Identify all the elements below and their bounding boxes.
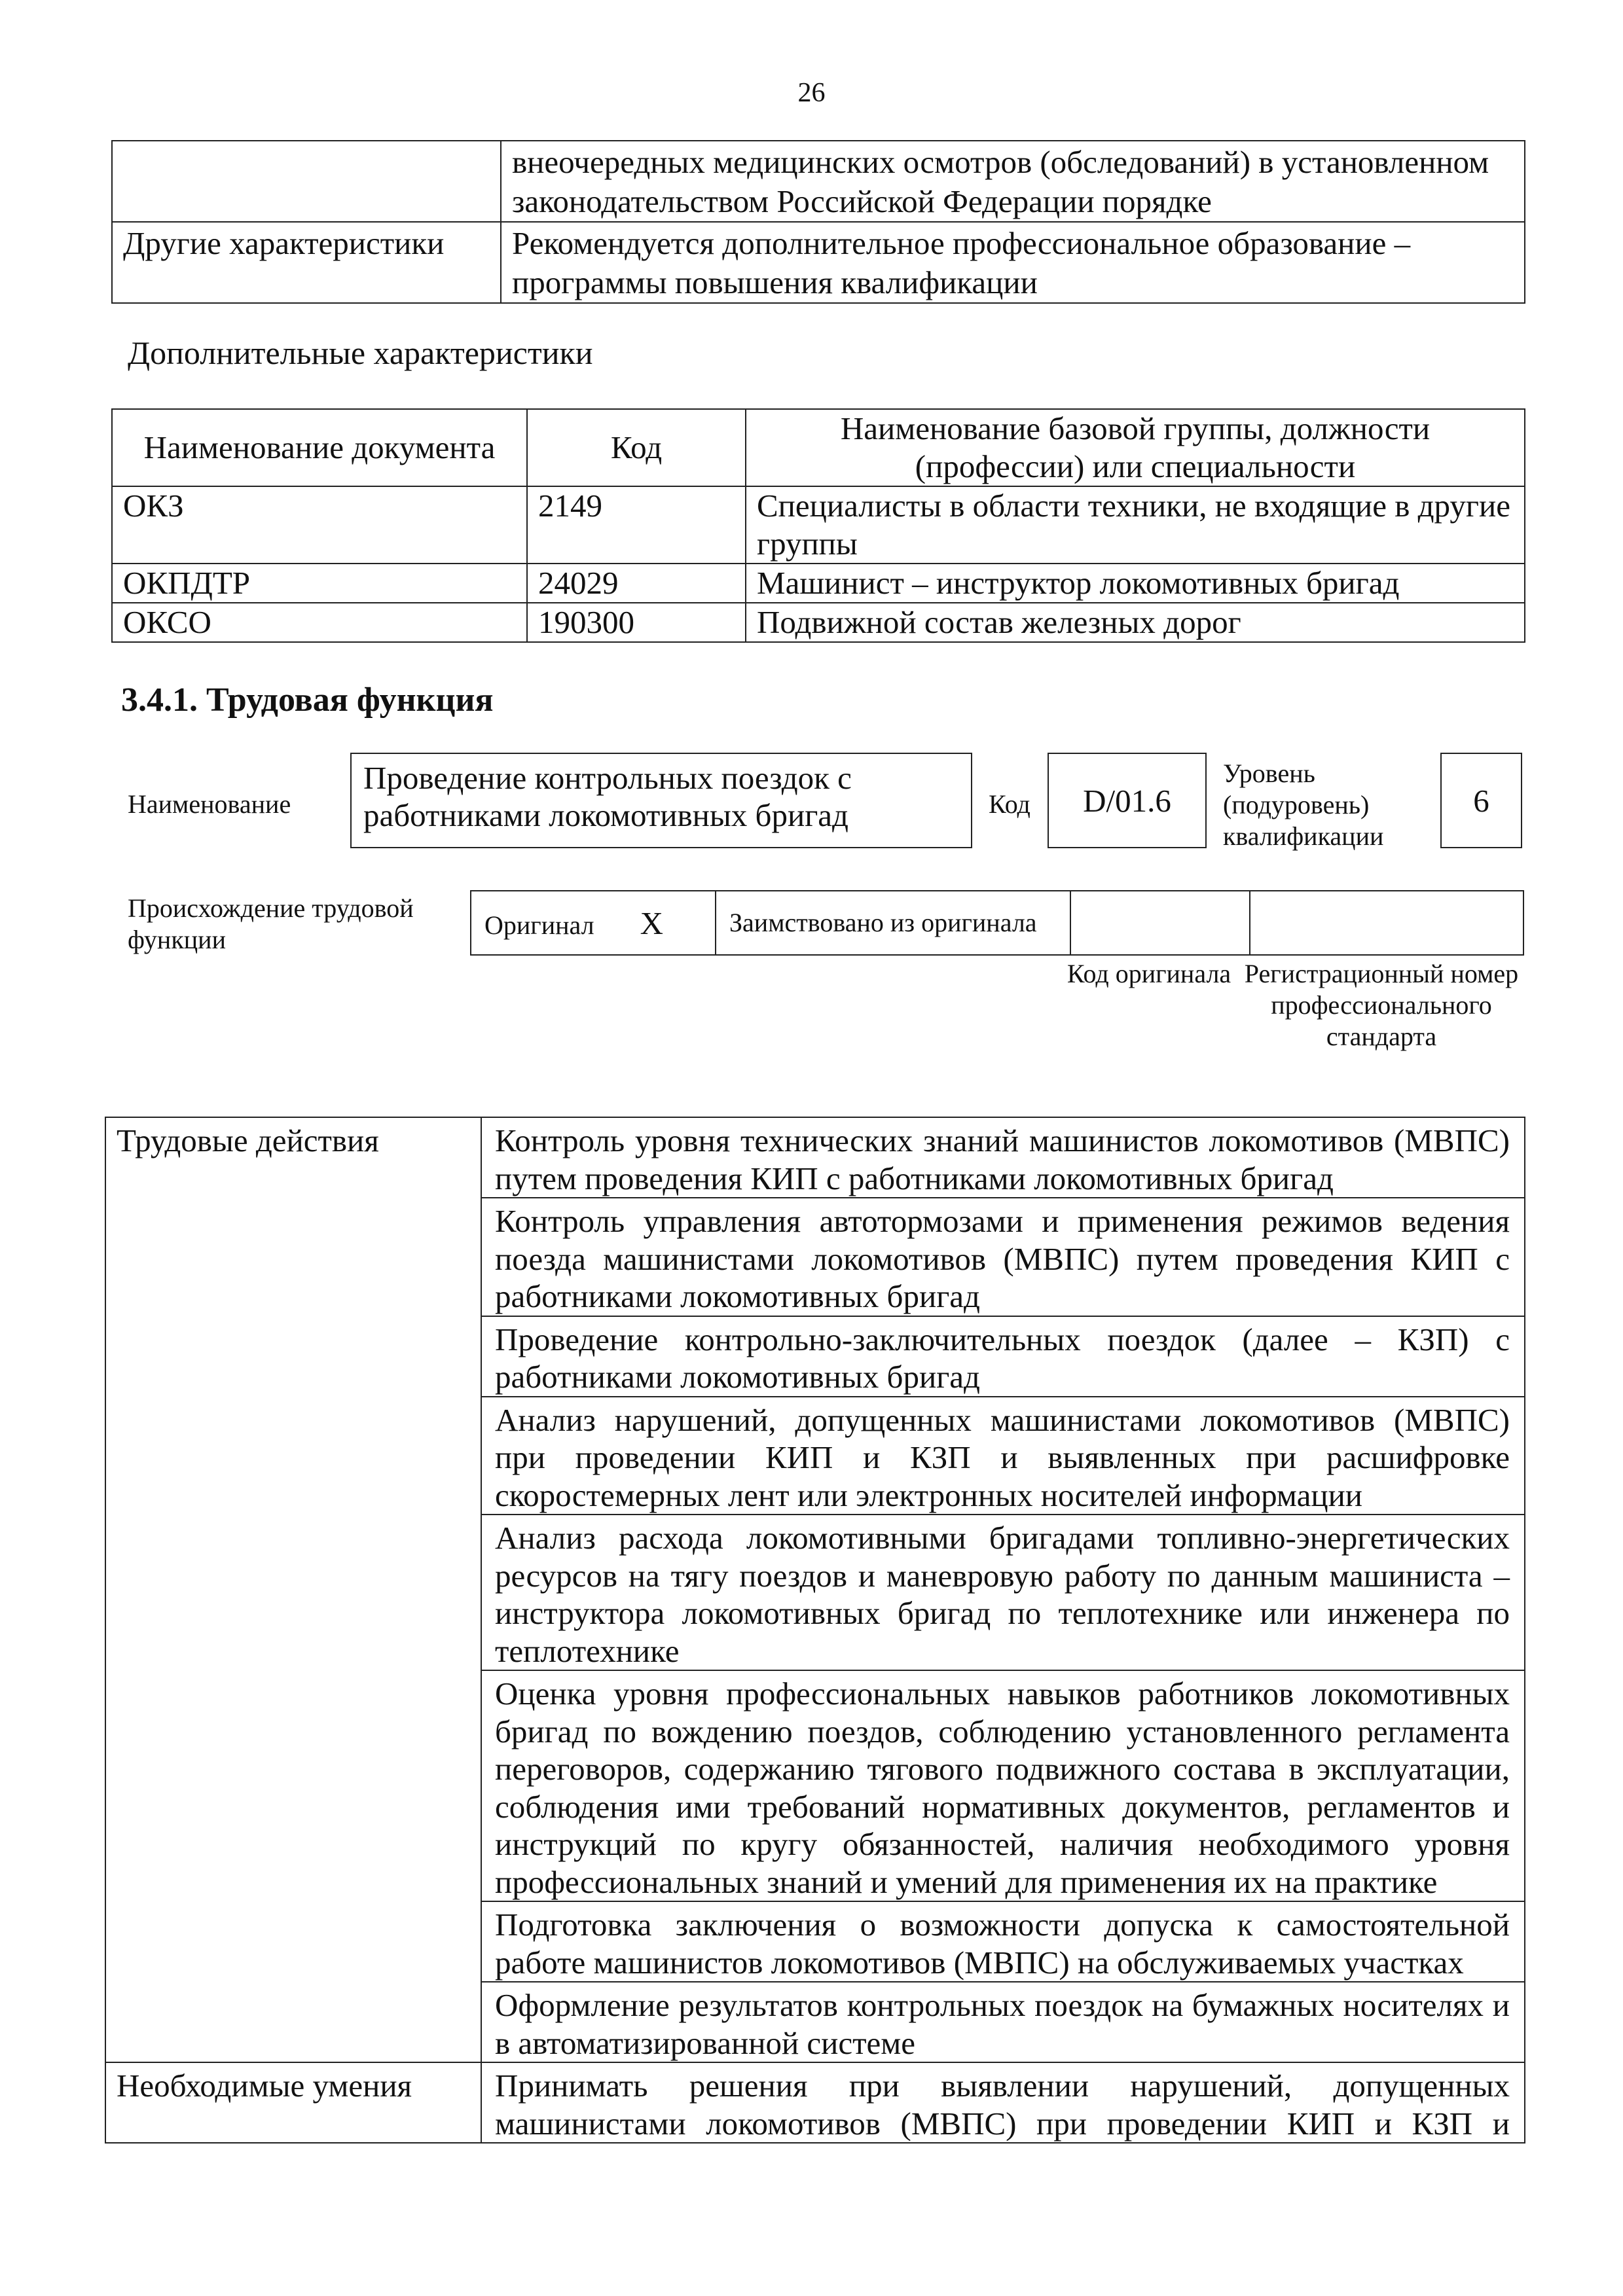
action-item: Контроль уровня технических знаний машинистов локомотивов (МВПС) путем проведения КИП с работниками локомотивных бригад bbox=[481, 1117, 1525, 1198]
table-row bbox=[105, 1117, 1525, 1198]
original-code-cell bbox=[1070, 891, 1250, 955]
actions-label: Трудовые действия bbox=[105, 1117, 481, 2062]
name-label: Наименование bbox=[128, 789, 291, 819]
function-name-value: Проведение контрольных поездок с работниками локомотивных бригад bbox=[363, 760, 852, 833]
table-row bbox=[112, 486, 1525, 564]
table-cell-document: ОКСО bbox=[112, 603, 527, 642]
action-item: Подготовка заключения о возможности допуска к самостоятельной работе машинистов локомотивов (МВПС) на обслуживаемых участках bbox=[481, 1901, 1525, 1982]
borrowed-label: Заимствовано из оригинала bbox=[716, 891, 1070, 955]
page-number: 26 bbox=[797, 78, 826, 108]
table-cell-label: Другие характеристики bbox=[112, 222, 501, 303]
action-item: Оформление результатов контрольных поездок на бумажных носителях и в автоматизированной системе bbox=[481, 1982, 1525, 2062]
table-row bbox=[112, 603, 1525, 642]
header-group-name: Наименование базовой группы, должности (профессии) или специальности bbox=[746, 409, 1525, 486]
level-value-box bbox=[1440, 753, 1522, 848]
function-heading: 3.4.1. Трудовая функция bbox=[121, 681, 494, 719]
registration-number-cell bbox=[1250, 891, 1523, 955]
table-cell-label bbox=[112, 141, 501, 222]
header-document-name: Наименование документа bbox=[112, 409, 527, 486]
table-cell-name: Подвижной состав железных дорог bbox=[746, 603, 1525, 642]
additional-characteristics-table bbox=[111, 408, 1525, 643]
labor-functions-table bbox=[105, 1117, 1525, 2144]
top-characteristics-table bbox=[111, 140, 1525, 304]
table-row bbox=[112, 141, 1525, 222]
level-value: 6 bbox=[1473, 782, 1489, 819]
table-cell-document: ОКПДТР bbox=[112, 564, 527, 603]
table-row bbox=[471, 891, 1523, 955]
function-code-value: D/01.6 bbox=[1083, 782, 1171, 819]
table-row bbox=[112, 564, 1525, 603]
registration-caption: Регистрационный номер профессионального стандарта bbox=[1244, 959, 1519, 1051]
level-label: Уровень (подуровень) квалификации bbox=[1223, 759, 1384, 851]
origin-original-cell bbox=[471, 891, 716, 955]
header-code: Код bbox=[527, 409, 746, 486]
table-cell-name: Машинист – инструктор локомотивных бригад bbox=[746, 564, 1525, 603]
table-cell-code: 190300 bbox=[527, 603, 746, 642]
table-cell-name: Специалисты в области техники, не входящие в другие группы bbox=[746, 486, 1525, 564]
code-caption: Код оригинала bbox=[1067, 959, 1231, 988]
function-code-box bbox=[1048, 753, 1207, 848]
table-cell-code: 24029 bbox=[527, 564, 746, 603]
table-row bbox=[105, 2062, 1525, 2143]
original-label: Оригинал bbox=[484, 910, 594, 940]
table-header-row bbox=[112, 409, 1525, 486]
table-cell-text: Рекомендуется дополнительное профессиональное образование – программы повышения квалификации bbox=[501, 222, 1525, 303]
origin-table bbox=[470, 890, 1524, 956]
action-item: Анализ нарушений, допущенных машинистами локомотивов (МВПС) при проведении КИП и КЗП и выявленных при расшифровке скоростемерных лент или электронных носителей информации bbox=[481, 1397, 1525, 1515]
code-label: Код bbox=[989, 789, 1030, 819]
action-item: Проведение контрольно-заключительных поездок (далее – КЗП) с работниками локомотивных бригад bbox=[481, 1316, 1525, 1397]
skills-label: Необходимые умения bbox=[105, 2062, 481, 2143]
skill-item: Принимать решения при выявлении нарушений, допущенных машинистами локомотивов (МВПС) при проведении КИП и КЗП и bbox=[481, 2062, 1525, 2143]
origin-label: Происхождение трудовой функции bbox=[128, 893, 414, 954]
additional-characteristics-title: Дополнительные характеристики bbox=[128, 334, 593, 371]
original-mark: X bbox=[640, 905, 663, 941]
table-cell-document: ОКЗ bbox=[112, 486, 527, 564]
function-name-box bbox=[350, 753, 972, 848]
table-cell-code: 2149 bbox=[527, 486, 746, 564]
action-item: Анализ расхода локомотивными бригадами топливно-энергетических ресурсов на тягу поездов и маневровую работу по данным машиниста – инструктора локомотивных бригад по теплотехнике или инженера по теплотехнике bbox=[481, 1515, 1525, 1670]
table-row bbox=[112, 222, 1525, 303]
action-item: Контроль управления автотормозами и применения режимов ведения поезда машинистами локомотивов (МВПС) путем проведения КИП с работниками локомотивных бригад bbox=[481, 1198, 1525, 1316]
table-cell-text: внеочередных медицинских осмотров (обследований) в установленном законодательством Российской Федерации порядке bbox=[501, 141, 1525, 222]
action-item: Оценка уровня профессиональных навыков работников локомотивных бригад по вождению поездов, соблюдению установленного регламента переговоров, содержанию тягового подвижного состава в эксплуатации, соблюдения ими требований нормативных документов, регламентов и инструкций по кругу обязанностей, наличия необходимого уровня профессиональных знаний и умений для применения их на практике bbox=[481, 1670, 1525, 1901]
